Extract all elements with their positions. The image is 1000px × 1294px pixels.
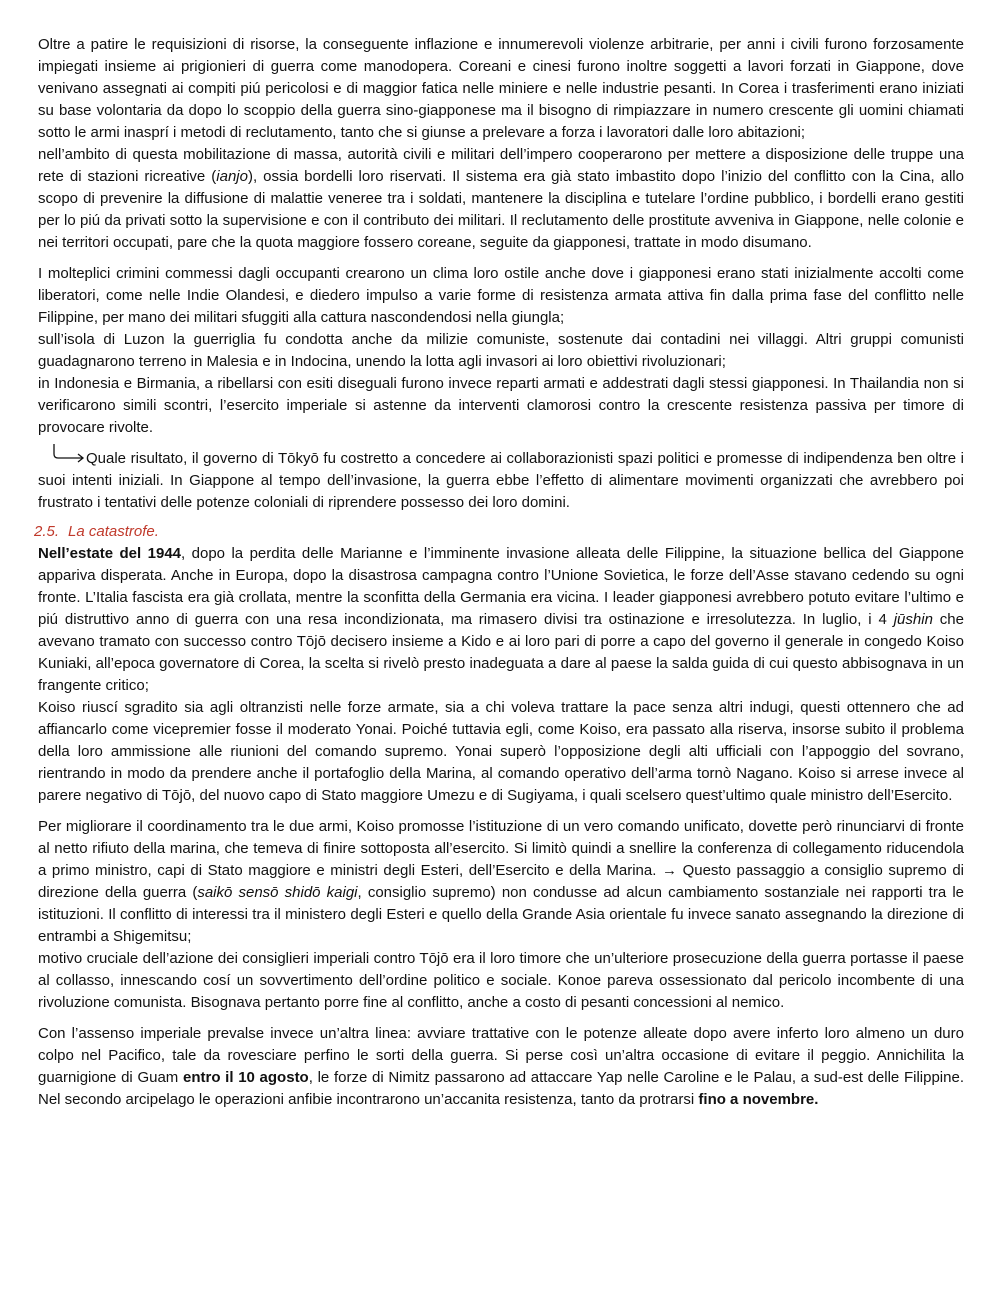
text-resistance-philippines: I molteplici crimini commessi dagli occupanti crearono un clima loro ostile anche dove i giapponesi erano stati inizialmente accolti come liberatori, come nelle Indie Olandesi, e diedero impulso a varie forme di resistenza armata attiva fin dalla prima fase del conflitto nelle Filippine, per mano dei militari sfuggiti alla cattura nascondendosi nella giungla; [38, 265, 964, 326]
text-comfort-stations-2: ), ossia bordelli loro riservati. Il sistema era già stato imbastito dopo l’inizio del conflitto con la Cina, allo scopo di prevenire la diffusione di malattie veneree tra i soldati, mantenere la disciplina e tutelare l’ordine pubblico, i bordelli erano gestiti per lo piú da privati sotto la supervisione e con il contributo dei militari. Il reclutamento delle prostitute avveniva in Giappone, nelle colonie e nei territori occupati, pare che la quota maggiore fossero coreane, seguite da giapponesi, trattate in modo disumano. [38, 168, 964, 251]
text-resistance-luzon: sull’isola di Luzon la guerriglia fu condotta anche da milizie comuniste, sostenute dai contadini nei villaggi. Altri gruppi comunisti guadagnarono terreno in Malesia e in Indocina, unendo la lotta agli invasori ai loro obiettivi rivoluzionari; [38, 331, 964, 370]
right-arrow-icon: → [662, 862, 677, 879]
paragraph-result: Quale risultato, il governo di Tōkyō fu costretto a concedere ai collaborazionisti spazi politici e promesse di indipendenza ben oltre i suoi intenti iniziali. In Giappone al tempo dell’invasione, la guerra ebbe l’effetto di alimentare movimenti organizzati che avrebbero poi frustrato i tentativi delle potenze coloniali di riprendere possesso dei loro domini. [38, 450, 964, 511]
text-comfort-stations-1: nell’ambito di questa mobilitazione di massa, autorità civili e militari dell’impero cooperarono per mettere a disposizione delle truppe una rete di stazioni ricreative ( [38, 146, 964, 185]
paragraph-summer-1944 [38, 543, 964, 807]
text-summer-1944-1: , dopo la perdita delle Marianne e l’imminente invasione alleata delle Filippine, la situazione bellica del Giappone appariva disperata. Anche in Europa, dopo la disastrosa campagna contro l’Unione Sovietica, le forze dell’Asse stavano cedendo su ogni fronte. L’Italia fascista era già crollata, mentre la sconfitta della Germania era vicina. I leader giapponesi avrebbero potuto evitare l’ultimo e piú distruttivo anno di guerra con una resa incondizionata, ma rimasero divisi tra ostinazione e irresolutezza. In luglio, i 4 [38, 545, 964, 628]
text-coordination-3: , consiglio supremo) non condusse ad alcun cambiamento sostanziale nei rapporti tra le istituzioni. Il conflitto di interessi tra il ministero degli Esteri e quello della Grande Asia orientale fu invece sanato assegnando la direzione di entrambi a Shigemitsu; [38, 884, 964, 945]
emphasis-november: fino a novembre. [698, 1091, 819, 1108]
term-ianjo: ianjo [216, 168, 248, 185]
paragraph-forced-labor [38, 34, 964, 254]
paragraph-result-wrapper [38, 448, 964, 514]
paragraph-imperial-assent [38, 1023, 964, 1111]
text-forced-labor: Oltre a patire le requisizioni di risorse, la conseguente inflazione e innumerevoli violenze arbitrarie, per anni i civili furono forzosamente impiegati insieme ai prigionieri di guerra come manodopera. Coreani e cinesi furono inoltre soggetti a lavori forzati in Giappone, dove venivano assegnati ai compiti piú pericolosi e di maggior fatica nelle miniere e nelle industrie pesanti. In Corea i trasferimenti erano iniziati su base volontaria da dopo lo scoppio della guerra sino-giapponese ma il bisogno di rimpiazzare in numero crescente gli uomini chiamati sotto le armi inasprí i metodi di reclutamento, tanto che si giunse a prelevare a forza i lavoratori dalle loro abitazioni; [38, 36, 964, 141]
text-imperial-assent-2: , le forze di Nimitz passarono ad attaccare Yap nelle Caroline e le Palau, a sud-est delle Filippine. Nel secondo arcipelago le operazioni anfibie incontrarono un’accanita resistenza, tanto da protrarsi [38, 1069, 964, 1108]
emphasis-august-10: entro il 10 agosto [182, 1069, 309, 1086]
paragraph-resistance [38, 263, 964, 439]
text-koiso-government: Koiso riuscí sgradito sia agli oltranzisti nelle forze armate, sia a chi voleva trattare la pace senza altri indugi, questi ottennero che ad affiancarlo come vicepremier fosse il moderato Yonai. Poiché tuttavia egli, come Koiso, era passato alla riserva, insorse subito il problema della loro ammissione alle riunioni del comando supremo. Yonai superò l’opposizione degli alti ufficiali con l’appoggio del sovrano, rientrando in modo da prendere anche il portafoglio della Marina, al comando operativo dell’arma tornò Nagano. Koiso si arrese invece al parere negativo di Tōjō, del nuovo capo di Stato maggiore Umezu e di Sugiyama, i quali scelsero quest’ultimo quale ministro dell’Esercito. [38, 699, 964, 804]
emphasis-summer-1944: Nell’estate del 1944 [38, 545, 181, 562]
text-imperial-assent-1: Con l’assenso imperiale prevalse invece un’altra linea: avviare trattative con le potenze alleate dopo avere inferto loro almeno un duro colpo nel Pacifico, tale da rovesciare perfino le sorti della guerra. Si perse così un’altra occasione di evitare il peggio. Annichilita la guarnigione di Guam [38, 1025, 964, 1086]
section-number: 2.5. [34, 523, 60, 540]
text-coordination-2: Questo passaggio a consiglio supremo di direzione della guerra ( [38, 862, 964, 901]
section-title: La catastrofe. [68, 523, 159, 540]
section-heading [34, 521, 964, 543]
text-imperial-advisors: motivo cruciale dell’azione dei consiglieri imperiali contro Tōjō era il loro timore che un’ulteriore prosecuzione della guerra portasse il paese al collasso, innescando cosí un sovvertimento dell’ordine politico e sociale. Konoe pareva ossessionato dal pericolo incombente di una rivoluzione comunista. Bisognava pertanto porre fine al conflitto, anche a costo di pesanti concessioni al nemico. [38, 950, 964, 1011]
text-resistance-indonesia: in Indonesia e Birmania, a ribellarsi con esiti diseguali furono invece reparti armati e addestrati dagli stessi giapponesi. In Thailandia non si verificarono simili scontri, l’esercito imperiale si astenne da interventi clamorosi contro la crescente resistenza passiva per timore di provocare rivolte. [38, 375, 964, 436]
term-jushin: jūshin [893, 611, 933, 628]
term-saiko-senso-shido-kaigi: saikō sensō shidō kaigi [197, 884, 358, 901]
paragraph-coordination [38, 816, 964, 1014]
text-summer-1944-2: che avevano tramato con successo contro Tōjō decisero insieme a Kido e ai loro pari di porre a capo del governo il generale in congedo Koiso Kuniaki, all’epoca governatore di Corea, la scelta si rivelò presto inadeguata a dare al paese la salda guida di cui questo abbisognava in un frangente critico; [38, 611, 964, 694]
text-coordination-1: Per migliorare il coordinamento tra le due armi, Koiso promosse l’istituzione di un vero comando unificato, dovette però rinunciarvi di fronte al netto rifiuto della marina, che temeva di finire sottoposta all’esercito. Si limitò quindi a snellire la conferenza di collegamento riducendola a primo ministro, capi di Stato maggiore e ministri degli Esteri, dell’Esercito e della Marina. [38, 818, 964, 879]
hook-arrow-icon [52, 443, 86, 463]
